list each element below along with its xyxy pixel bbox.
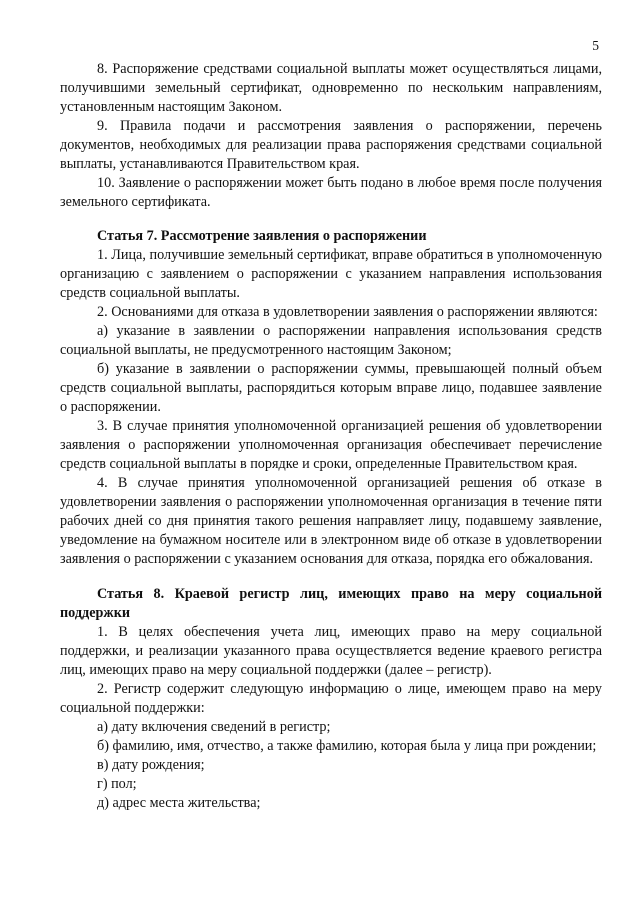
document-body [60,60,602,813]
article-7-title: Статья 7. Рассмотрение заявления о распоряжении [97,228,427,244]
paragraph: д) адрес места жительства; [97,795,261,811]
paragraph: 1. В целях обеспечения учета лиц, имеющих право на меру социальной поддержки, и реализации указанного права осуществляется ведение краевого регистра лиц, имеющих право на меру социальной поддержки (далее – регистр). [60,624,602,678]
page-number: 5 [592,38,599,53]
paragraph: 4. В случае принятия уполномоченной организацией решения об отказе в удовлетворении заявления о распоряжении уполномоченная организация в течение пяти рабочих дней со дня принятия такого решения направляет лицу, подавшему заявление, уведомление на бумажном носителе или в электронном виде об отказе в удовлетворении заявления о распоряжении с указанием основания для отказа, порядка его обжалования. [60,475,602,567]
paragraph: 9. Правила подачи и рассмотрения заявления о распоряжении, перечень документов, необходимых для реализации права распоряжения средствами социальной выплаты, устанавливаются Правительством края. [60,118,602,172]
spacer [60,212,602,227]
paragraph: г) пол; [97,776,137,792]
paragraph: 3. В случае принятия уполномоченной организацией решения об удовлетворении заявления о распоряжении уполномоченная организация обеспечивает перечисление средств социальной выплаты в порядке и сроки, определенные Правительством края. [60,418,602,472]
paragraph: 1. Лица, получившие земельный сертификат, вправе обратиться в уполномоченную организацию с заявлением о распоряжении с указанием направления использования средств социальной выплаты. [60,247,602,301]
paragraph: 2. Регистр содержит следующую информацию о лице, имеющем право на меру социальной поддержки: [60,681,602,716]
paragraph: б) указание в заявлении о распоряжении суммы, превышающей полный объем средств социальной выплаты, распорядиться которым вправе лицо, подавшее заявление о распоряжении. [60,361,602,415]
paragraph: а) указание в заявлении о распоряжении направления использования средств социальной выплаты, не предусмотренного настоящим Законом; [60,323,602,358]
paragraph: 10. Заявление о распоряжении может быть подано в любое время после получения земельного сертификата. [60,175,602,210]
paragraph: в) дату рождения; [97,757,205,773]
paragraph: 8. Распоряжение средствами социальной выплаты может осуществляться лицами, получившими земельный сертификат, одновременно по нескольким направлениям, установленным настоящим Законом. [60,61,602,115]
article-8-title: Статья 8. Краевой регистр лиц, имеющих право на меру социальной поддержки [60,586,602,621]
paragraph: а) дату включения сведений в регистр; [97,719,331,735]
paragraph: 2. Основаниями для отказа в удовлетворении заявления о распоряжении являются: [97,304,598,320]
spacer [60,569,602,585]
paragraph: б) фамилию, имя, отчество, а также фамилию, которая была у лица при рождении; [97,738,597,754]
